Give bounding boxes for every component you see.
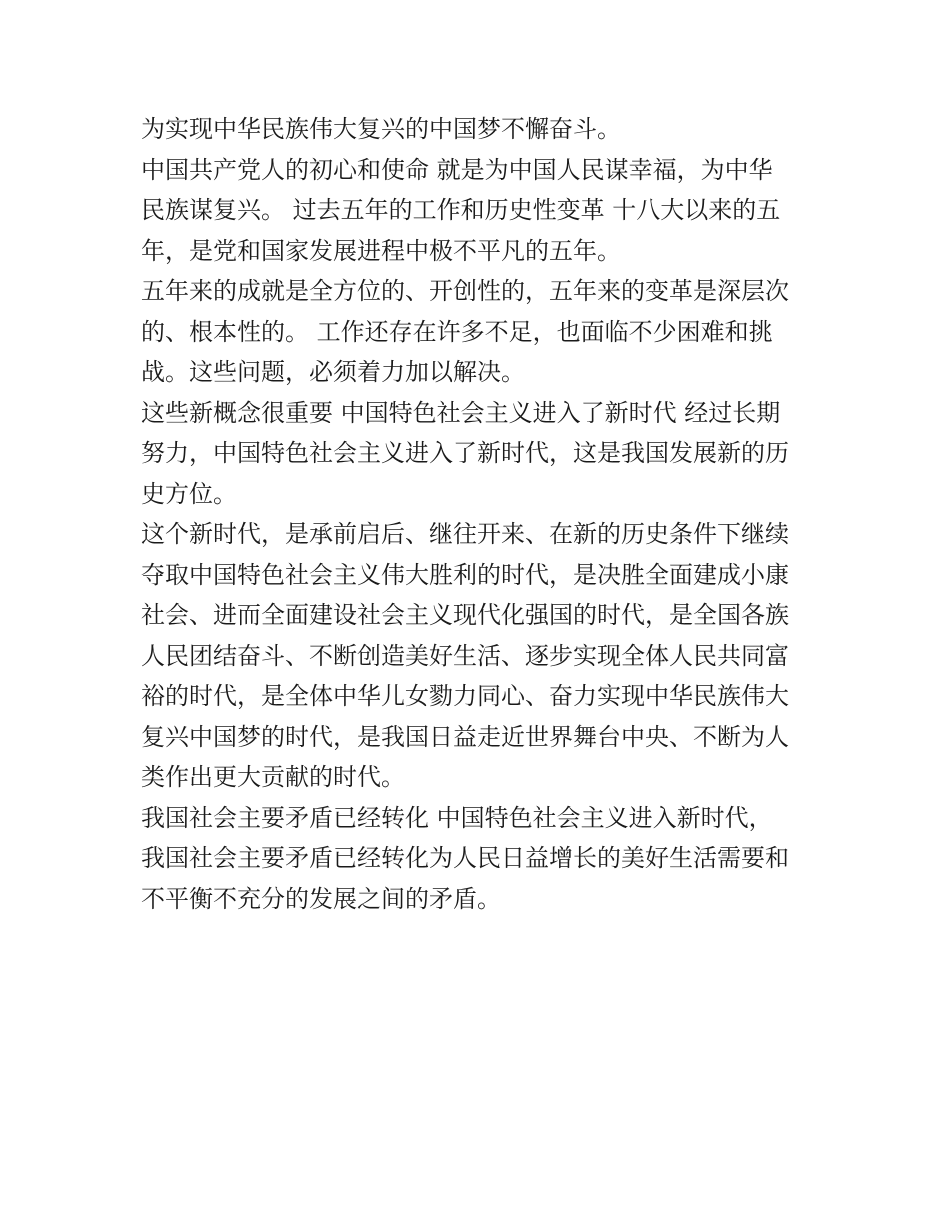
text-line: 我国社会主要矛盾已经转化 中国特色社会主义进入新时代，	[141, 803, 773, 832]
text-line: 民族谋复兴。 过去五年的工作和历史性变革 十八大以来的五	[141, 196, 781, 224]
text-line: 的、根本性的。 工作还存在许多不足，也面临不少困难和挑	[141, 317, 773, 346]
text-line: 裕的时代，是全体中华儿女勠力同心、奋力实现中华民族伟大	[141, 682, 789, 710]
text-line: 人民团结奋斗、不断创造美好生活、逐步实现全体人民共同富	[141, 641, 789, 670]
text-line: 夺取中国特色社会主义伟大胜利的时代，是决胜全面建成小康	[141, 560, 789, 589]
text-line: 复兴中国梦的时代，是我国日益走近世界舞台中央、不断为人	[141, 722, 789, 751]
text-line: 中国共产党人的初心和使命 就是为中国人民谋幸福，为中华	[141, 155, 773, 184]
text-line: 这些新概念很重要 中国特色社会主义进入了新时代 经过长期	[141, 398, 781, 427]
text-line: 努力，中国特色社会主义进入了新时代，这是我国发展新的历	[141, 439, 789, 467]
text-line: 战。这些问题，必须着力加以解决。	[141, 358, 525, 386]
text-line: 社会、进而全面建设社会主义现代化强国的时代，是全国各族	[141, 601, 789, 629]
text-line: 我国社会主要矛盾已经转化为人民日益增长的美好生活需要和	[141, 844, 789, 872]
text-line: 五年来的成就是全方位的、开创性的，五年来的变革是深层次	[141, 277, 789, 305]
text-line: 年，是党和国家发展进程中极不平凡的五年。	[141, 236, 621, 265]
text-line: 不平衡不充分的发展之间的矛盾。	[141, 884, 501, 913]
document-body	[141, 109, 821, 919]
text-line: 这个新时代，是承前启后、继往开来、在新的历史条件下继续	[141, 520, 789, 548]
text-line: 史方位。	[141, 479, 237, 508]
text-line: 为实现中华民族伟大复兴的中国梦不懈奋斗。	[141, 115, 621, 143]
text-line: 类作出更大贡献的时代。	[141, 763, 405, 791]
